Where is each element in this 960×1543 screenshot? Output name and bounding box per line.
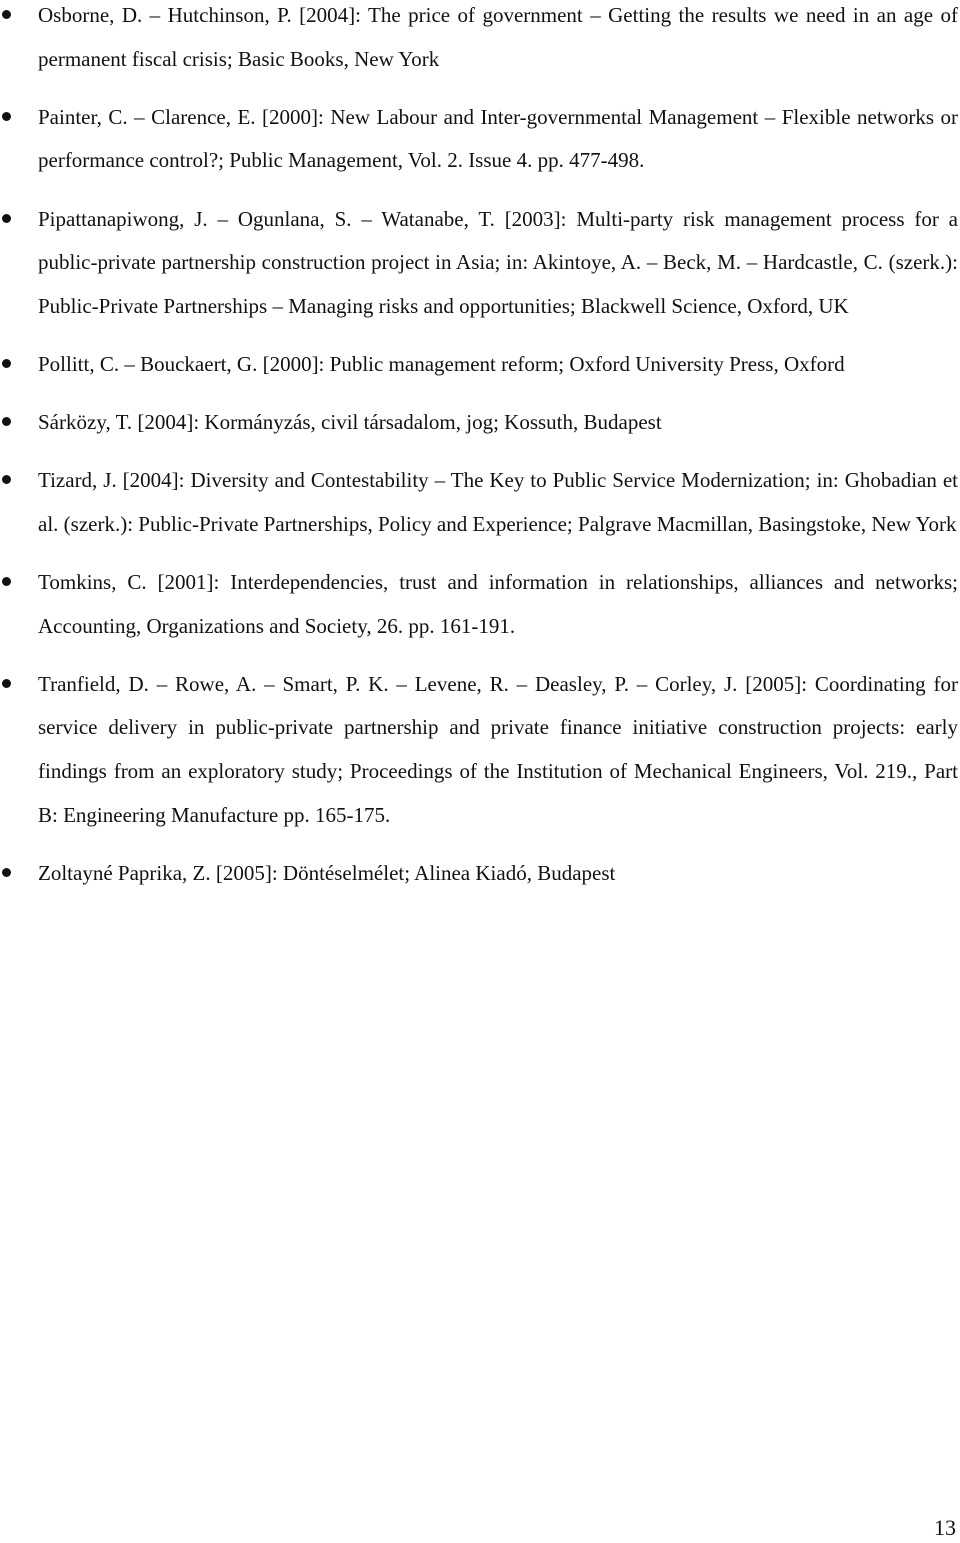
bullet-icon (2, 10, 11, 19)
reference-item (0, 852, 958, 896)
reference-text: Tranfield, D. – Rowe, A. – Smart, P. K. – Levene, R. – Deasley, P. – Corley, J. [2005]: Coordinating for service delivery in public-private partnership and private finance initiative construction projects: early findings from an exploratory study; Proceedings of the Institution of Mechanical Engineers, Vol. 219., Part B: Engineering Manufacture pp. 165-175. (38, 671, 958, 827)
reference-text: Osborne, D. – Hutchinson, P. [2004]: The price of government – Getting the results we need in an age of permanent fiscal crisis; Basic Books, New York (38, 3, 958, 71)
bullet-icon (2, 475, 11, 484)
reference-item (0, 561, 958, 648)
reference-item (0, 663, 958, 837)
bullet-icon (2, 679, 11, 688)
bullet-icon (2, 868, 11, 877)
bullet-icon (2, 577, 11, 586)
reference-item (0, 0, 958, 81)
bullet-icon (2, 417, 11, 426)
bullet-icon (2, 214, 11, 223)
reference-text: Painter, C. – Clarence, E. [2000]: New Labour and Inter-governmental Management – Flexible networks or performance control?; Public Management, Vol. 2. Issue 4. pp. 477-498. (38, 104, 958, 173)
reference-text: Tomkins, C. [2001]: Interdependencies, trust and information in relationships, alliances and networks; Accounting, Organizations and Society, 26. pp. 161-191. (38, 570, 958, 638)
reference-text: Sárközy, T. [2004]: Kormányzás, civil társadalom, jog; Kossuth, Budapest (38, 410, 662, 435)
reference-item (0, 459, 958, 546)
reference-item (0, 96, 958, 183)
reference-item (0, 401, 958, 445)
reference-text: Pipattanapiwong, J. – Ogunlana, S. – Watanabe, T. [2003]: Multi-party risk management process for a public-private partnership construction project in Asia; in: Akintoye, A. – Beck, M. – Hardcastle, C. (szerk.): Public-Private Partnerships – Managing risks and opportunities; Blackwell Science, Oxford, UK (38, 206, 958, 318)
bullet-icon (2, 359, 11, 368)
bullet-icon (2, 112, 11, 121)
reference-item (0, 198, 958, 329)
reference-text: Zoltayné Paprika, Z. [2005]: Döntéselmélet; Alinea Kiadó, Budapest (38, 860, 616, 885)
reference-text: Pollitt, C. – Bouckaert, G. [2000]: Public management reform; Oxford University Press, Oxford (38, 351, 845, 376)
reference-item (0, 343, 958, 387)
reference-text: Tizard, J. [2004]: Diversity and Contestability – The Key to Public Service Modernization; in: Ghobadian et al. (szerk.): Public-Private Partnerships, Policy and Experience; Palgrave Macmillan, Basingstoke, New York (38, 468, 958, 536)
page-number: 13 (934, 1515, 956, 1540)
